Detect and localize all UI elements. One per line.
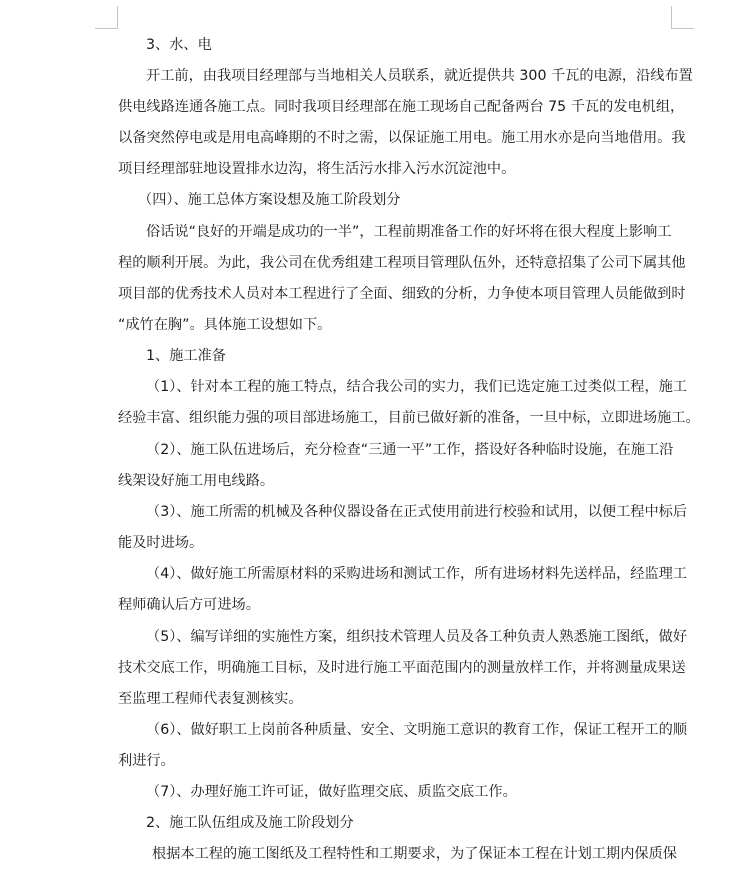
text-line: （6）、做好职工上岗前各种质量、安全、文明施工意识的教育工作，保证工程开工的顺 bbox=[146, 722, 688, 738]
text-line: 3、水、电 bbox=[146, 37, 212, 53]
text-line: 供电线路连通各施工点。同时我项目经理部在施工现场自己配备两台 75 千瓦的发电机组， bbox=[118, 99, 685, 115]
text-line: 线架设好施工用电线路。 bbox=[118, 473, 275, 489]
text-line: 程师确认后方可进场。 bbox=[118, 597, 260, 613]
text-line: 1、施工准备 bbox=[146, 348, 226, 364]
text-line: 能及时进场。 bbox=[118, 535, 204, 551]
text-line: （1）、针对本工程的施工特点，结合我公司的实力，我们已选定施工过类似工程，施工 bbox=[146, 379, 688, 395]
text-line: （3）、施工所需的机械及各种仪器设备在正式使用前进行校验和试用，以便工程中标后 bbox=[146, 504, 688, 520]
text-line: “成竹在胸”。具体施工设想如下。 bbox=[118, 317, 332, 333]
text-line: 程的顺利开展。为此，我公司在优秀组建工程项目管理队伍外，还特意招集了公司下属其他 bbox=[118, 255, 686, 271]
text-line: （7）、办理好施工许可证，做好监理交底、质监交底工作。 bbox=[146, 784, 517, 800]
text-line: 项目经理部驻地设置排水边沟，将生活污水排入污水沉淀池中。 bbox=[118, 161, 516, 177]
text-line: 至监理工程师代表复测核实。 bbox=[118, 691, 303, 707]
text-line: 技术交底工作，明确施工目标，及时进行施工平面范围内的测量放样工作，并将测量成果送 bbox=[118, 660, 686, 676]
text-line: 经验丰富、组织能力强的项目部进场施工，目前已做好新的准备，一旦中标，立即进场施工。 bbox=[118, 410, 700, 426]
text-line: 2、施工队伍组成及施工阶段划分 bbox=[146, 815, 354, 831]
text-line: 根据本工程的施工图纸及工程特性和工期要求，为了保证本工程在计划工期内保质保 bbox=[152, 846, 677, 862]
text-line: （四）、施工总体方案设想及施工阶段划分 bbox=[138, 192, 401, 208]
text-line: （2）、施工队伍进场后，充分检查“三通一平”工作，搭设好各种临时设施，在施工沿 bbox=[146, 442, 674, 458]
text-line: （4）、做好施工所需原材料的采购进场和测试工作，所有进场材料先送样品，经监理工 bbox=[146, 566, 688, 582]
text-line: 项目部的优秀技术人员对本工程进行了全面、细致的分析，力争使本项目管理人员能做到时 bbox=[118, 286, 686, 302]
text-line: （5）、编写详细的实施性方案，组织技术管理人员及各工种负责人熟悉施工图纸，做好 bbox=[146, 629, 688, 645]
text-line: 以备突然停电或是用电高峰期的不时之需，以保证施工用电。施工用水亦是向当地借用。我 bbox=[118, 130, 686, 146]
text-line: 俗话说“良好的开端是成功的一半”，工程前期准备工作的好坏将在很大程度上影响工 bbox=[146, 224, 672, 240]
page-corner-mark-left bbox=[95, 6, 118, 29]
text-line: 利进行。 bbox=[118, 753, 175, 769]
text-line: 开工前，由我项目经理部与当地相关人员联系，就近提供共 300 千瓦的电源，沿线布置 bbox=[146, 68, 693, 84]
page-corner-mark-right bbox=[671, 6, 694, 29]
